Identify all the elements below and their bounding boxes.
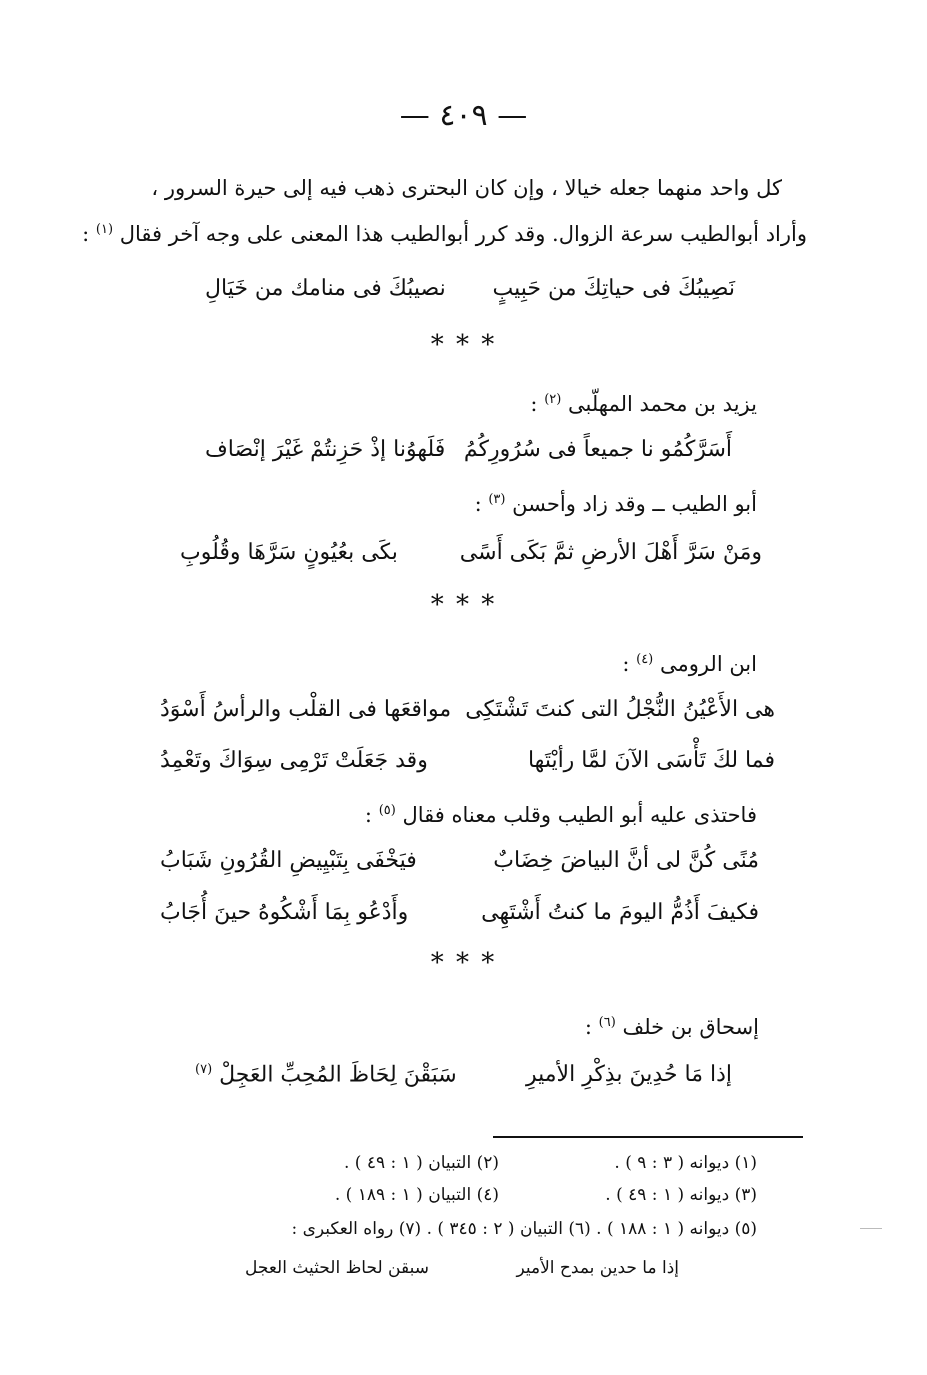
poet-name-yazid — [530, 392, 757, 417]
verse-3-second-hemistich: بكَى بعُيُونٍ سَرَّهَا وقُلُوبِ — [180, 540, 398, 565]
colon: : — [474, 492, 482, 516]
footnote-ref-5: (٥) — [378, 803, 396, 818]
footnote-3: (٣) ديوانه ( ١ : ٤٩ ) . — [605, 1185, 757, 1205]
footnote-ref-2: (٢) — [544, 392, 562, 407]
footnote-ref-4: (٤) — [636, 652, 654, 667]
poet-name: إسحاق بن خلف — [622, 1015, 759, 1039]
poet-name-ibn-rumi — [622, 652, 757, 677]
verse-8-first-hemistich: إذا مَا حُدِينَ بذِكْرِ الأميرِ — [525, 1062, 732, 1087]
response-abu-tayyib-2 — [365, 803, 757, 828]
verse-4-second-hemistich: مواقعَها فى القلْب والرأسُ أَسْوَدُ — [160, 697, 452, 722]
footnote-ref-7: (٧) — [195, 1062, 213, 1077]
verse-1-first-hemistich: نَصِيبُكَ فى حياتِكَ من حَبِيبٍ — [492, 276, 735, 301]
separator-asterisks: * * * — [430, 948, 497, 978]
separator-asterisks: * * * — [430, 330, 497, 360]
verse-8-second-hemistich — [195, 1062, 457, 1089]
response-text: أبو الطيب ــ وقد زاد وأحسن — [512, 492, 757, 516]
colon: : — [622, 652, 630, 676]
verse-5-first-hemistich: فما لكَ تَأْسَى الآنَ لمَّا رأيْتَها — [527, 748, 775, 773]
verse-5-second-hemistich: وقد جَعَلَتْ تَرْمِى سِوَاكَ وتَعْمِدُ — [160, 748, 428, 773]
page-number: — ٤٠٩ — — [399, 98, 528, 133]
footnote-ref-1: (١) — [95, 222, 114, 237]
verse-7-second-hemistich: وأَدْعُو بِمَا أَشْكُوهُ حينَ أُجَابُ — [160, 900, 409, 925]
colon: : — [584, 1015, 592, 1039]
footnote-4: (٤) التبيان ( ١ : ١٨٩ ) . — [334, 1185, 499, 1205]
response-text: فاحتذى عليه أبو الطيب وقلب معناه فقال — [402, 803, 757, 827]
intro-line-1: كل واحد منهما جعله خيالا ، وإن كان البحترى ذهب فيه إلى حيرة السرور ، — [151, 176, 782, 200]
footnote-1: (١) ديوانه ( ٣ : ٩ ) . — [614, 1153, 757, 1173]
verse-1-second-hemistich: نصيبُكَ فى منامك من خَيَالِ — [205, 276, 446, 301]
colon: : — [82, 222, 90, 246]
intro-line-2 — [82, 222, 807, 247]
verse-6-second-hemistich: فيَخْفَى بِتَبْيِيضِ القُرُونِ شَبَابُ — [160, 848, 417, 873]
verse-3-first-hemistich: ومَنْ سَرَّ أَهْلَ الأرضِ ثمَّ بَكَى أَسًى — [459, 540, 762, 565]
footnote-7-verse-second: سبقن لحاظ الحثيث العجل — [245, 1258, 429, 1278]
footnote-7-verse-first: إذا ما حدين بمدح الأمير — [516, 1258, 679, 1278]
section-separator-2 — [0, 590, 927, 620]
hemistich-text: سَبَقْنَ لِحَاظَ المُحِبِّ العَجِلْ — [219, 1062, 457, 1088]
colon: : — [364, 803, 372, 827]
colon: : — [530, 392, 538, 416]
intro-text: وأراد أبوالطيب سرعة الزوال. وقد كرر أبوالطيب هذا المعنى على وجه آخر فقال — [119, 222, 807, 246]
section-separator-1 — [0, 330, 927, 360]
poet-name: ابن الرومى — [659, 652, 757, 676]
separator-asterisks: * * * — [430, 590, 497, 620]
poet-name-ishaq — [585, 1015, 759, 1040]
verse-4-first-hemistich: هى الأَعْيُنُ النُّجْلُ التى كنتَ تَشْتَكِى — [465, 697, 775, 722]
footnote-2: (٢) التبيان ( ١ : ٤٩ ) . — [343, 1153, 499, 1173]
verse-6-first-hemistich: مُنًى كُنَّ لى أنَّ البياضَ خِضَابٌ — [493, 848, 759, 873]
margin-mark — [860, 1228, 882, 1229]
verse-2-first-hemistich: أَسَرَّكُمُو نا جميعاً فى سُرُورِكُمُ — [463, 437, 732, 462]
footnote-ref-3: (٣) — [488, 492, 506, 507]
response-abu-tayyib-1 — [475, 492, 757, 517]
verse-2-second-hemistich: فَلَهوُنا إذْ حَزِنتُمْ غَيْرَ إنْصَاف — [205, 437, 446, 462]
poet-name: يزيد بن محمد المهلّبى — [568, 392, 757, 416]
footnotes-5-6-7: (٥) ديوانه ( ١ : ١٨٨ ) . (٦) التبيان ( ٢ : ٣٤٥ ) . (٧) رواه العكبرى : — [291, 1219, 757, 1239]
verse-7-first-hemistich: فكيفَ أَذُمُّ اليومَ ما كنتُ أَشْتَهِى — [481, 900, 759, 925]
footnote-divider — [493, 1136, 803, 1138]
section-separator-3 — [0, 948, 927, 978]
footnote-ref-6: (٦) — [598, 1015, 616, 1030]
